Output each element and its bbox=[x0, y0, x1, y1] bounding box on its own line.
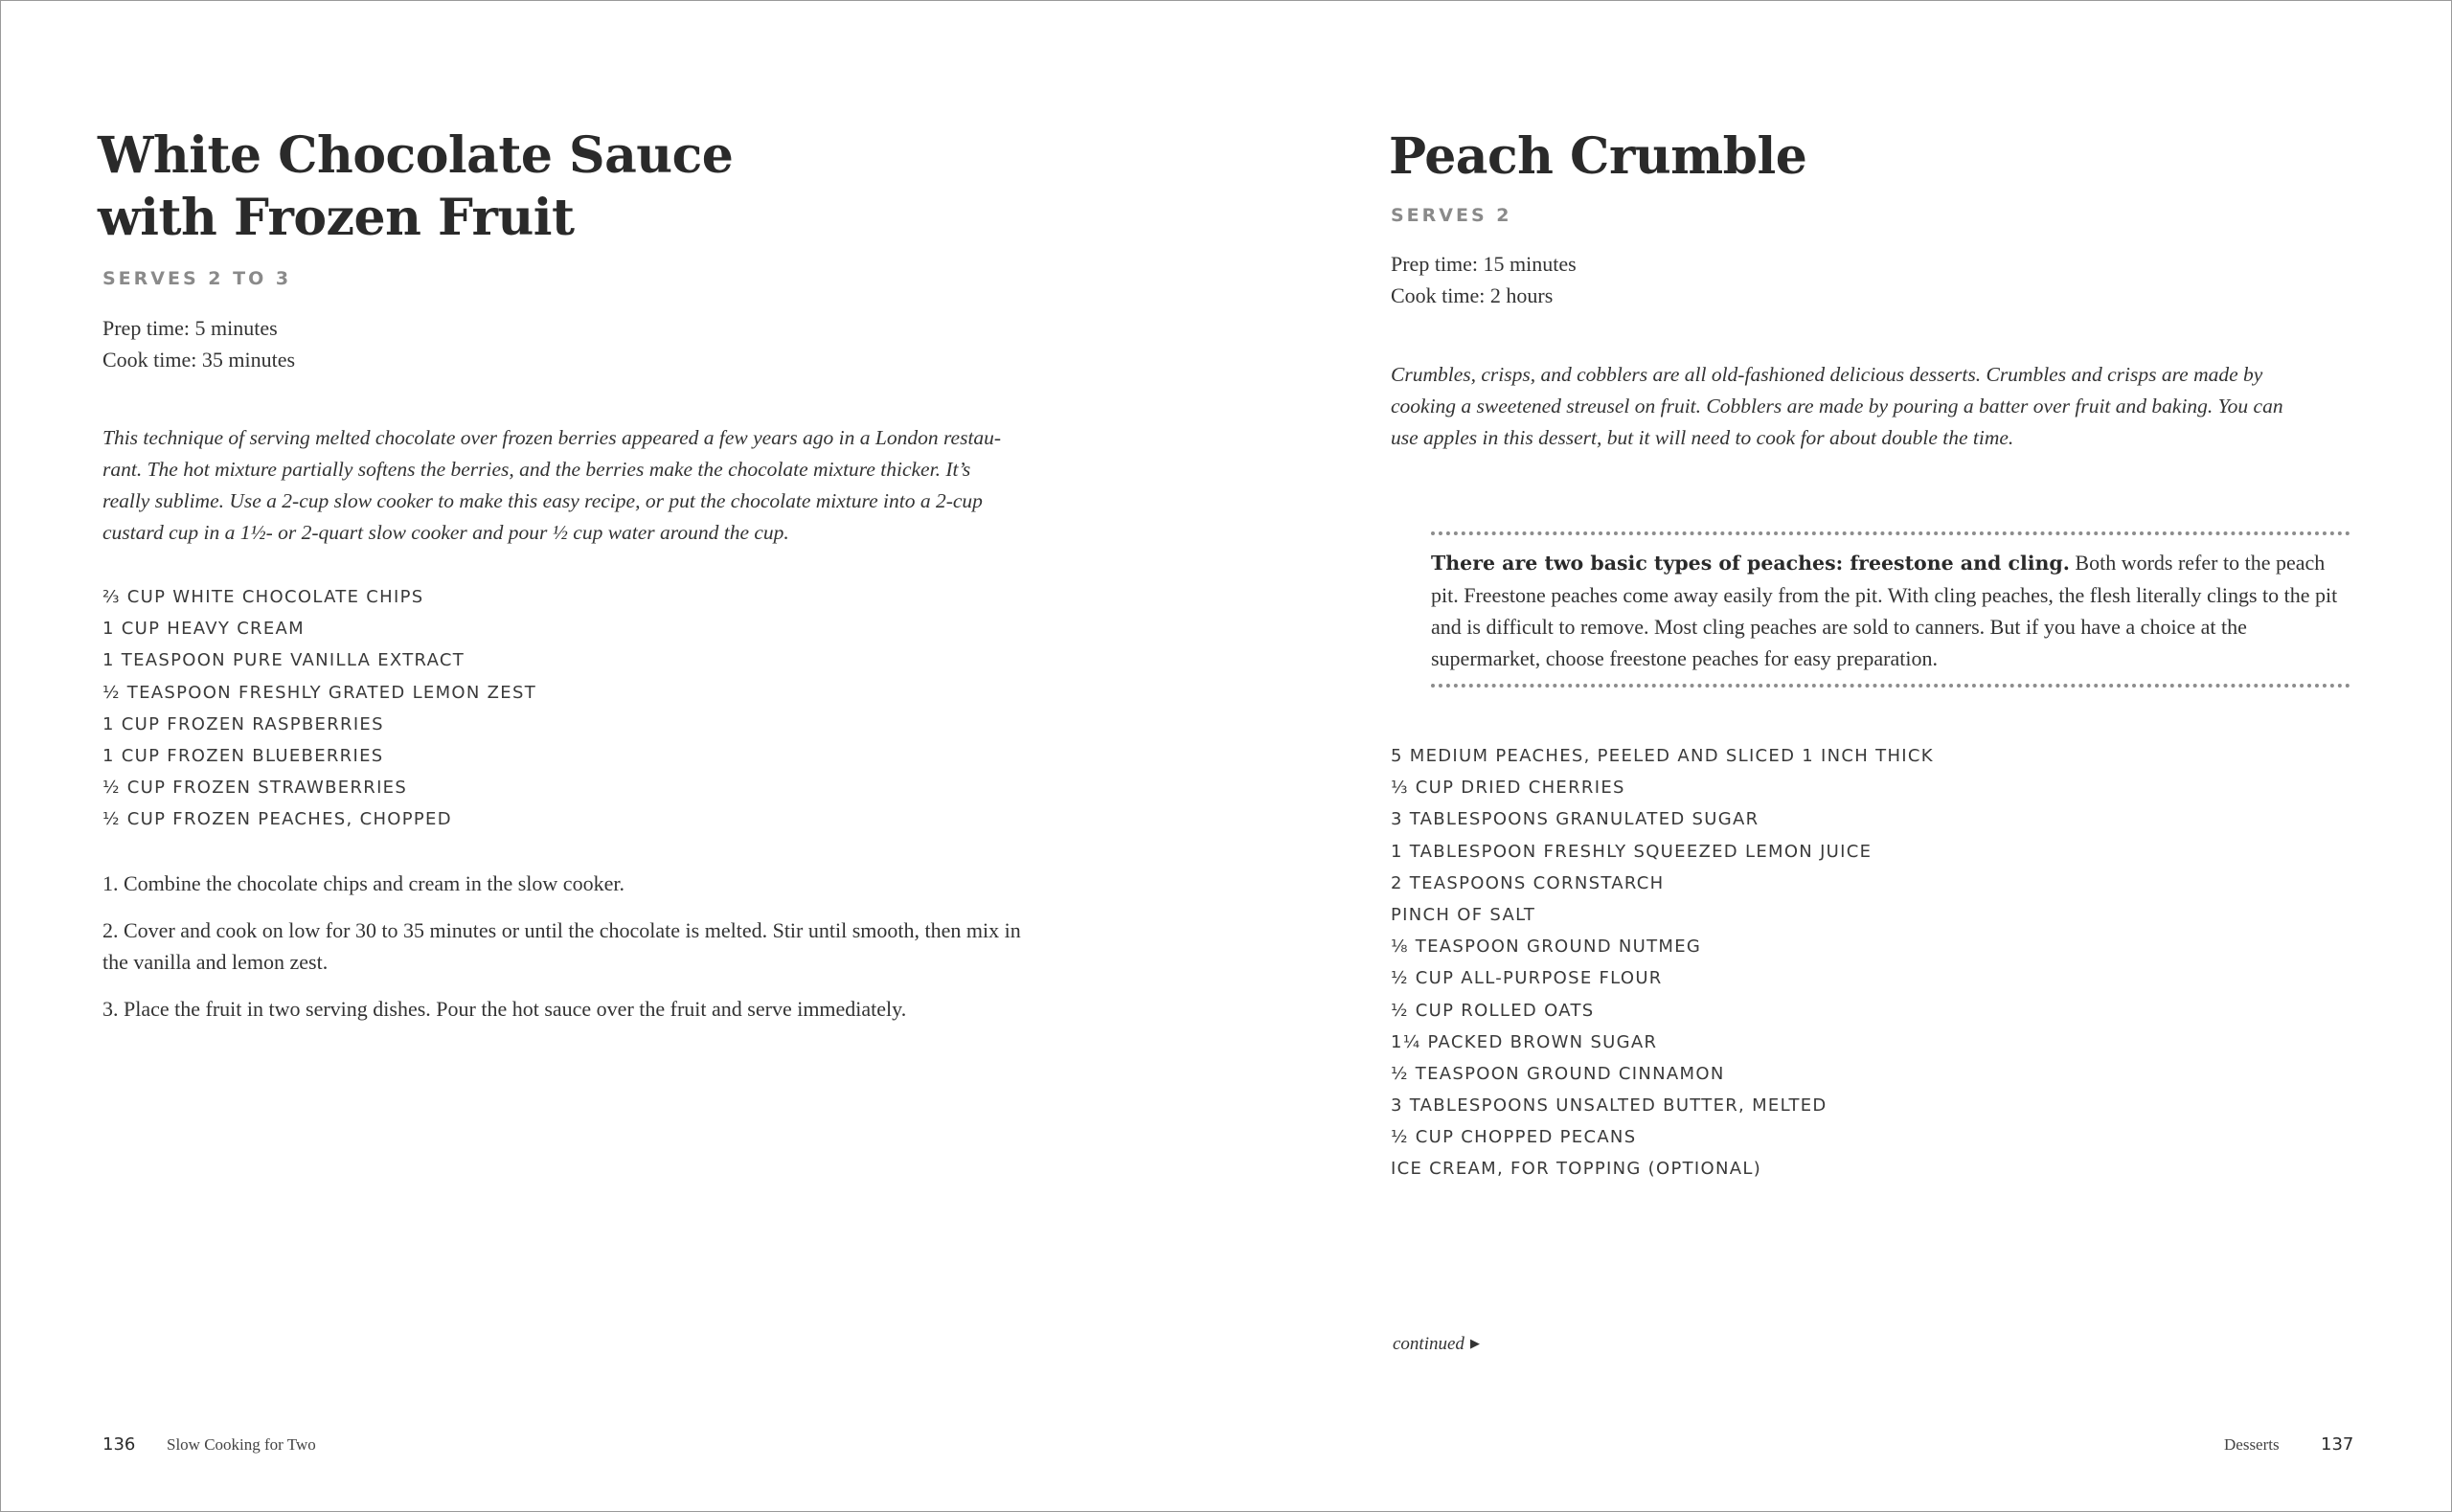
title-line-1: White Chocolate Sauce bbox=[98, 126, 734, 185]
intro-line: Crumbles, crisps, and cobblers are all old-fashioned delicious desserts. Crumbles and crisps are made by bbox=[1391, 363, 2263, 386]
page-number-left: 136 bbox=[102, 1434, 136, 1455]
intro-line: really sublime. Use a 2-cup slow cooker to make this easy recipe, or put the chocolate mixture into a 2-cup bbox=[102, 489, 983, 512]
ingredient-item: 5 MEDIUM PEACHES, PEELED AND SLICED 1 INCH THICK bbox=[1391, 746, 1934, 766]
ingredient-list bbox=[102, 581, 536, 836]
intro-line: rant. The hot mixture partially softens the berries, and the berries make the chocolate mixture thicker. It’s bbox=[102, 458, 971, 481]
ingredient-item: ⅔ CUP WHITE CHOCOLATE CHIPS bbox=[102, 587, 424, 607]
running-head-left: Slow Cooking for Two bbox=[167, 1435, 316, 1454]
method-step: 1. Combine the chocolate chips and cream in the slow cooker. bbox=[102, 871, 624, 895]
ingredient-item: 3 TABLESPOONS GRANULATED SUGAR bbox=[1391, 809, 1760, 830]
ingredient-item: 1 TEASPOON PURE VANILLA EXTRACT bbox=[102, 650, 465, 671]
peach-tip-box bbox=[1431, 531, 2350, 688]
intro-line: cooking a sweetened streusel on fruit. Cobblers are made by pouring a batter over fruit and baking. You can bbox=[1391, 395, 2283, 417]
intro-line: custard cup in a 1½- or 2-quart slow cooker and pour ½ cup water around the cup. bbox=[102, 521, 789, 544]
recipe-title-white-chocolate bbox=[98, 124, 733, 249]
ingredient-item: ½ CUP ALL-PURPOSE FLOUR bbox=[1391, 968, 1663, 989]
method-steps bbox=[102, 868, 1051, 1040]
title-line-2: with Frozen Fruit bbox=[98, 189, 575, 247]
ingredient-item: ½ CUP FROZEN STRAWBERRIES bbox=[102, 778, 408, 799]
ingredient-item: 1¼ PACKED BROWN SUGAR bbox=[1391, 1031, 1658, 1052]
serves-label: SERVES 2 TO 3 bbox=[102, 268, 292, 289]
recipe-intro bbox=[102, 422, 1089, 549]
left-page bbox=[1, 1, 1226, 1511]
ingredient-item: ⅓ CUP DRIED CHERRIES bbox=[1391, 778, 1625, 799]
prep-time: Prep time: 15 minutes bbox=[1391, 252, 1577, 276]
ingredient-item: 1 TABLESPOON FRESHLY SQUEEZED LEMON JUICE bbox=[1391, 841, 1873, 862]
ingredient-item: 1 CUP FROZEN RASPBERRIES bbox=[102, 713, 384, 734]
method-step: 3. Place the fruit in two serving dishes. Pour the hot sauce over the fruit and serve immediately. bbox=[102, 997, 907, 1021]
continued-label: continued bbox=[1393, 1334, 1464, 1354]
time-block bbox=[1391, 248, 1577, 311]
ingredient-item: ½ TEASPOON FRESHLY GRATED LEMON ZEST bbox=[102, 682, 537, 703]
cook-time: Cook time: 35 minutes bbox=[102, 348, 296, 372]
ingredient-list bbox=[1391, 740, 1934, 1185]
tip-lead: There are two basic types of peaches: freestone and cling. bbox=[1431, 552, 2070, 575]
ingredient-item: PINCH OF SALT bbox=[1391, 904, 1536, 925]
ingredient-item: ⅛ TEASPOON GROUND NUTMEG bbox=[1391, 937, 1702, 958]
time-block bbox=[102, 312, 295, 375]
ingredient-item: 1 CUP HEAVY CREAM bbox=[102, 619, 305, 640]
ingredient-item: 1 CUP FROZEN BLUEBERRIES bbox=[102, 745, 384, 766]
serves-label: SERVES 2 bbox=[1391, 205, 1512, 226]
ingredient-item: ½ CUP CHOPPED PECANS bbox=[1391, 1127, 1637, 1148]
recipe-intro bbox=[1391, 359, 2387, 454]
ingredient-item: ½ CUP FROZEN PEACHES, CHOPPED bbox=[102, 809, 452, 830]
ingredient-item: ICE CREAM, FOR TOPPING (OPTIONAL) bbox=[1391, 1159, 1762, 1180]
right-page bbox=[1226, 1, 2451, 1511]
intro-line: This technique of serving melted chocolate over frozen berries appeared a few years ago in a London restau- bbox=[102, 426, 1002, 449]
page-number-right: 137 bbox=[2321, 1434, 2354, 1455]
intro-line: use apples in this dessert, but it will need to cook for about double the time. bbox=[1391, 426, 2014, 449]
running-head-right: Desserts bbox=[2224, 1435, 2280, 1454]
ingredient-item: 3 TABLESPOONS UNSALTED BUTTER, MELTED bbox=[1391, 1095, 1828, 1117]
ingredient-item: 2 TEASPOONS CORNSTARCH bbox=[1391, 872, 1665, 893]
prep-time: Prep time: 5 minutes bbox=[102, 316, 278, 340]
continued-note bbox=[1393, 1334, 1480, 1355]
ingredient-item: ½ TEASPOON GROUND CINNAMON bbox=[1391, 1063, 1725, 1084]
tip-body: Both words refer to the peach pit. Freestone peaches come away easily from the pit. With cling peaches, the flesh literally clings to the pit and is difficult to remove. Most cling peaches are sold to canners. But if you have a choice at the supermarket, choose freestone peaches for easy preparation. bbox=[1431, 551, 2338, 670]
method-step: 2. Cover and cook on low for 30 to 35 minutes or until the chocolate is melted. Stir until smooth, then mix in the vanilla and lemon zest. bbox=[102, 918, 1021, 974]
play-arrow-icon: ▶ bbox=[1469, 1336, 1480, 1350]
ingredient-item: ½ CUP ROLLED OATS bbox=[1391, 1000, 1595, 1021]
cook-time: Cook time: 2 hours bbox=[1391, 283, 1554, 307]
recipe-title-peach-crumble: Peach Crumble bbox=[1389, 127, 1807, 186]
